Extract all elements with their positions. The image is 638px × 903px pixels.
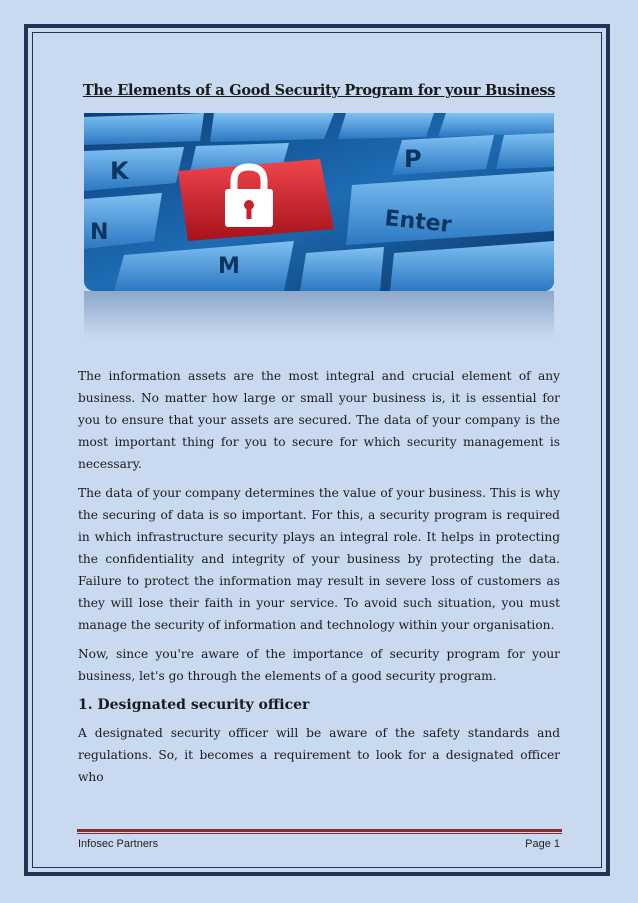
key-label-n: N (90, 220, 109, 245)
paragraph-transition: Now, since you're aware of the importance of security program for your business, let's go through the elements of a good security program. (78, 647, 560, 683)
key-label-k: K (110, 157, 129, 185)
footer-rule-thick (77, 829, 562, 832)
footer-company: Infosec Partners (78, 838, 159, 850)
key-label-m: M (218, 254, 240, 279)
paragraph-intro: The information assets are the most integral and crucial element of any business. No matter how large or small your business is, it is essential for you to ensure that your assets are secured. The data of your company is the most important thing for you to secure for which security management is necessary. (78, 369, 560, 471)
padlock-icon (178, 159, 334, 241)
footer-page-number: Page 1 (525, 838, 560, 850)
paragraph-security-officer: A designated security officer will be aware of the safety standards and regulations. So, it becomes a requirement to look for a designated officer who (78, 726, 560, 784)
footer-rule-thin (77, 833, 562, 834)
paragraph-data-value: The data of your company determines the value of your business. This is why the securing of data is so important. For this, a security program is required in which infrastructure security plays an integral role. It helps in protecting the confidentiality and integrity of your business by protecting the data. Failure to protect the information may result in severe loss of customers as they will lose their faith in your service. To avoid such situation, you must manage the security of information and technology within your organisation. (78, 486, 560, 632)
body-content (78, 365, 560, 795)
hero-image (84, 113, 554, 291)
key-label-p: P (404, 145, 422, 173)
document-title: The Elements of a Good Security Program for your Business (82, 82, 556, 99)
key-label-enter: Enter (383, 206, 453, 238)
hero-image-reflection (84, 291, 554, 339)
section-heading: 1. Designated security officer (78, 697, 310, 713)
